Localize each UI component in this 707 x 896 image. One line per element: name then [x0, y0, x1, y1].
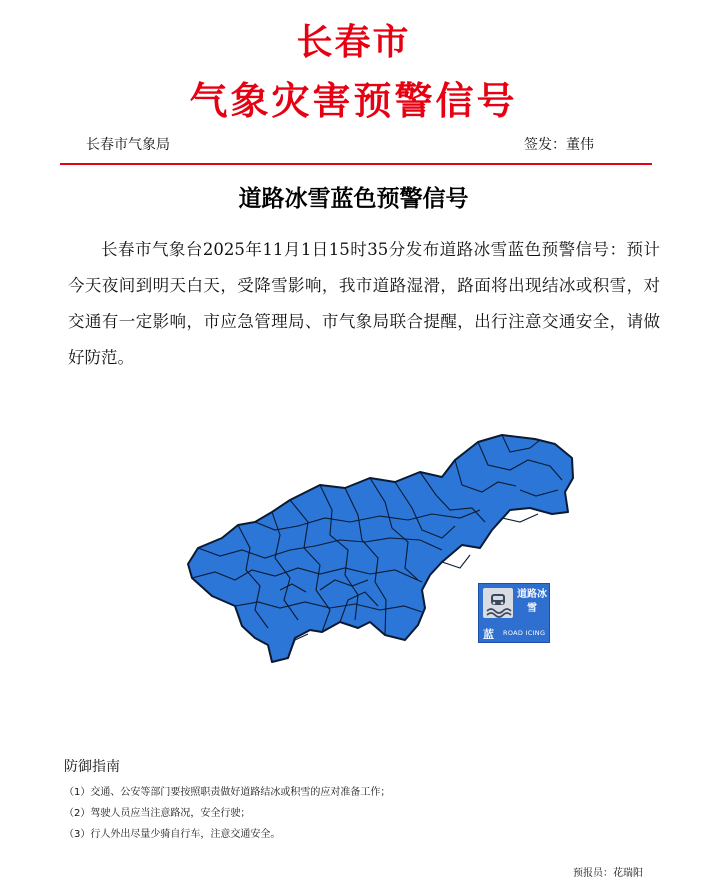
- warning-title: 道路冰雪蓝色预警信号: [238, 186, 469, 212]
- city-title: 长春市: [296, 22, 411, 63]
- badge-english-label: ROAD ICING: [503, 629, 546, 637]
- guide-item: （1）交通、公安等部门要按照职责做好道路结冰或积雪的应对准备工作；: [64, 787, 391, 798]
- warning-badge: [478, 583, 550, 643]
- guide-item: （2）驾驶人员应当注意路况，安全行驶；: [64, 808, 251, 819]
- guide-title: 防御指南: [64, 759, 120, 775]
- guide-item: （3）行人外出尽量少骑自行车，注意交通安全。: [64, 829, 281, 840]
- guide-list: [64, 787, 390, 850]
- header-divider: [60, 163, 652, 165]
- signer: 签发：董伟: [524, 137, 594, 153]
- forecaster: 预报员：花瑞阳: [573, 868, 643, 879]
- badge-color-label: 蓝: [483, 628, 494, 641]
- document-title: 气象灾害预警信号: [189, 79, 518, 123]
- warning-body: 长春市气象台2025年11月1日15时35分发布道路冰雪蓝色预警信号：预计今天夜间到明天白天，受降雪影响，我市道路湿滑，路面将出现结冰或积雪，对交通有一定影响，市应急管理局、市气象局联合提醒，出行注意交通安全，请做好防范。: [68, 240, 660, 367]
- issuer: 长春市气象局: [86, 137, 170, 153]
- badge-title: 道路冰雪: [517, 589, 547, 614]
- road-icing-car-icon: [483, 588, 513, 618]
